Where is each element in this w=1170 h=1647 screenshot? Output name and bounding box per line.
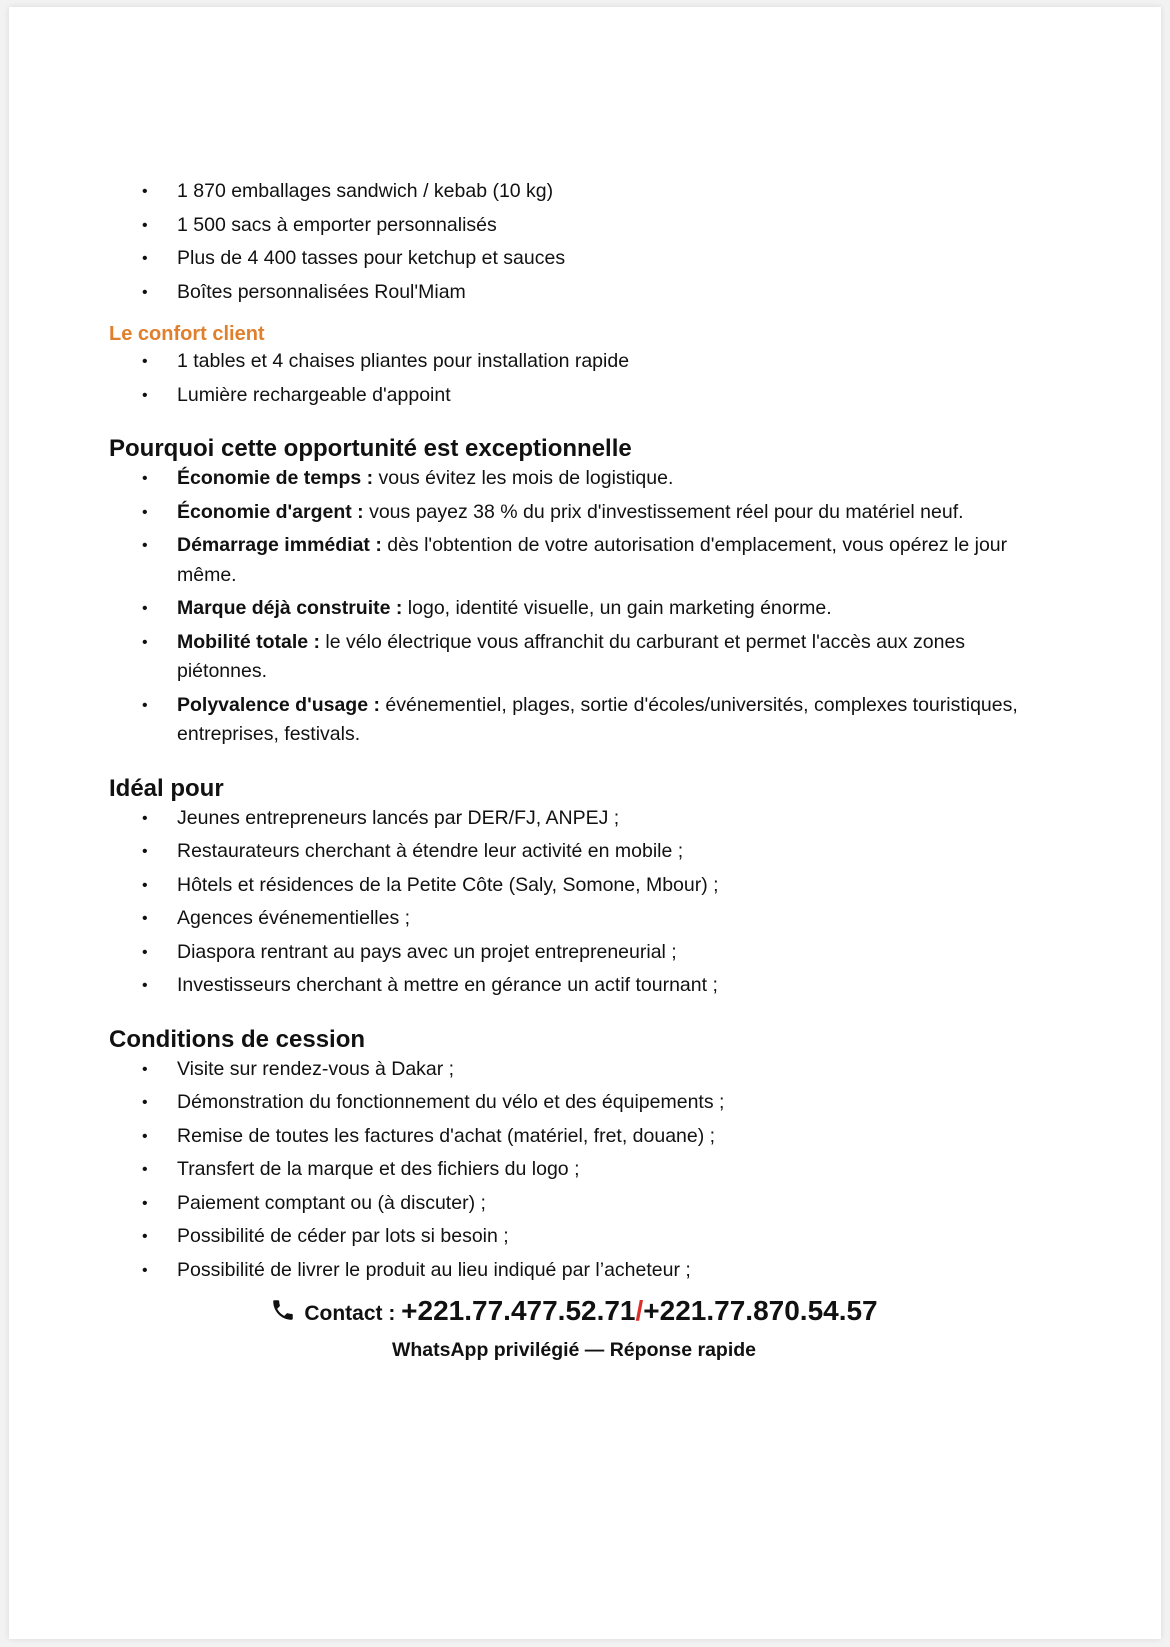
list-item: [109, 691, 1039, 750]
list-item: • Transfert de la marque et des fichiers du logo ;: [109, 1155, 1039, 1185]
list-item: • Possibilité de céder par lots si besoin ;: [109, 1222, 1039, 1252]
list-item: • Diaspora rentrant au pays avec un projet entrepreneurial ;: [109, 938, 1039, 968]
list-item: • Possibilité de livrer le produit au lieu indiqué par l’acheteur ;: [109, 1256, 1039, 1286]
opportunity-heading: Pourquoi cette opportunité est exceptionnelle: [109, 435, 632, 462]
packaging-list: [109, 177, 1039, 307]
list-item: • Investisseurs cherchant à mettre en gérance un actif tournant ;: [109, 971, 1039, 1001]
item-term: Démarrage immédiat :: [177, 534, 382, 556]
list-item: • Démonstration du fonctionnement du vélo et des équipements ;: [109, 1088, 1039, 1118]
contact-line: [109, 1295, 1039, 1327]
item-text: dès l'obtention de votre autorisation d'emplacement, vous opérez le jour même.: [177, 534, 1008, 586]
opportunity-list: [109, 464, 1039, 750]
ideal-list: [109, 804, 1039, 1001]
comfort-heading: Le confort client: [109, 323, 265, 345]
item-text: événementiel, plages, sortie d'écoles/universités, complexes touristiques, entreprises, festivals.: [177, 693, 1018, 745]
list-item: • Restaurateurs cherchant à étendre leur activité en mobile ;: [109, 837, 1039, 867]
list-item: [109, 498, 1039, 528]
list-item: [109, 628, 1039, 687]
item-term: Marque déjà construite :: [177, 597, 403, 619]
item-term: Mobilité totale :: [177, 630, 320, 653]
document-page: [9, 7, 1161, 1639]
conditions-heading: Conditions de cession: [109, 1025, 366, 1053]
contact-label: Contact :: [304, 1302, 402, 1325]
list-item: • Boîtes personnalisées Roul'Miam: [109, 278, 1039, 308]
phone-number-2[interactable]: +221.77.870.54.57: [643, 1295, 878, 1326]
list-item: • 1 tables et 4 chaises pliantes pour installation rapide: [109, 347, 1039, 377]
list-item: • Hôtels et résidences de la Petite Côte (Saly, Somone, Mbour) ;: [109, 871, 1039, 901]
whatsapp-note: WhatsApp privilégié — Réponse rapide: [391, 1339, 757, 1361]
list-item: • Lumière rechargeable d'appoint: [109, 381, 1039, 411]
list-item: • Jeunes entrepreneurs lancés par DER/FJ, ANPEJ ;: [109, 804, 1039, 834]
list-item: • Agences événementielles ;: [109, 904, 1039, 934]
list-item: • 1 500 sacs à emporter personnalisés: [109, 211, 1039, 241]
item-text: vous évitez les mois de logistique.: [373, 467, 674, 489]
item-text: le vélo électrique vous affranchit du carburant et permet l'accès aux zones piétonnes.: [177, 630, 966, 682]
comfort-list: [109, 347, 1039, 410]
conditions-list: [109, 1055, 1039, 1286]
list-item: • Visite sur rendez-vous à Dakar ;: [109, 1055, 1039, 1085]
item-term: Économie de temps :: [177, 467, 374, 489]
list-item: • 1 870 emballages sandwich / kebab (10 kg): [109, 177, 1039, 207]
item-term: Économie d'argent :: [177, 500, 364, 523]
item-text: logo, identité visuelle, un gain marketing énorme.: [402, 597, 832, 619]
ideal-heading: Idéal pour: [109, 774, 224, 802]
list-item: • Remise de toutes les factures d'achat (matériel, fret, douane) ;: [109, 1122, 1039, 1152]
document-content: [109, 177, 1039, 1362]
phone-number-1[interactable]: +221.77.477.52.71: [401, 1295, 636, 1326]
phone-separator: /: [635, 1295, 644, 1326]
list-item: [109, 531, 1039, 590]
list-item: • Plus de 4 400 tasses pour ketchup et sauces: [109, 244, 1039, 274]
phone-icon: [270, 1297, 296, 1323]
list-item: [109, 594, 1039, 624]
item-term: Polyvalence d'usage :: [177, 693, 380, 716]
list-item: • Paiement comptant ou (à discuter) ;: [109, 1189, 1039, 1219]
list-item: [109, 464, 1039, 494]
item-text: vous payez 38 % du prix d'investissement réel pour du matériel neuf.: [363, 500, 964, 523]
